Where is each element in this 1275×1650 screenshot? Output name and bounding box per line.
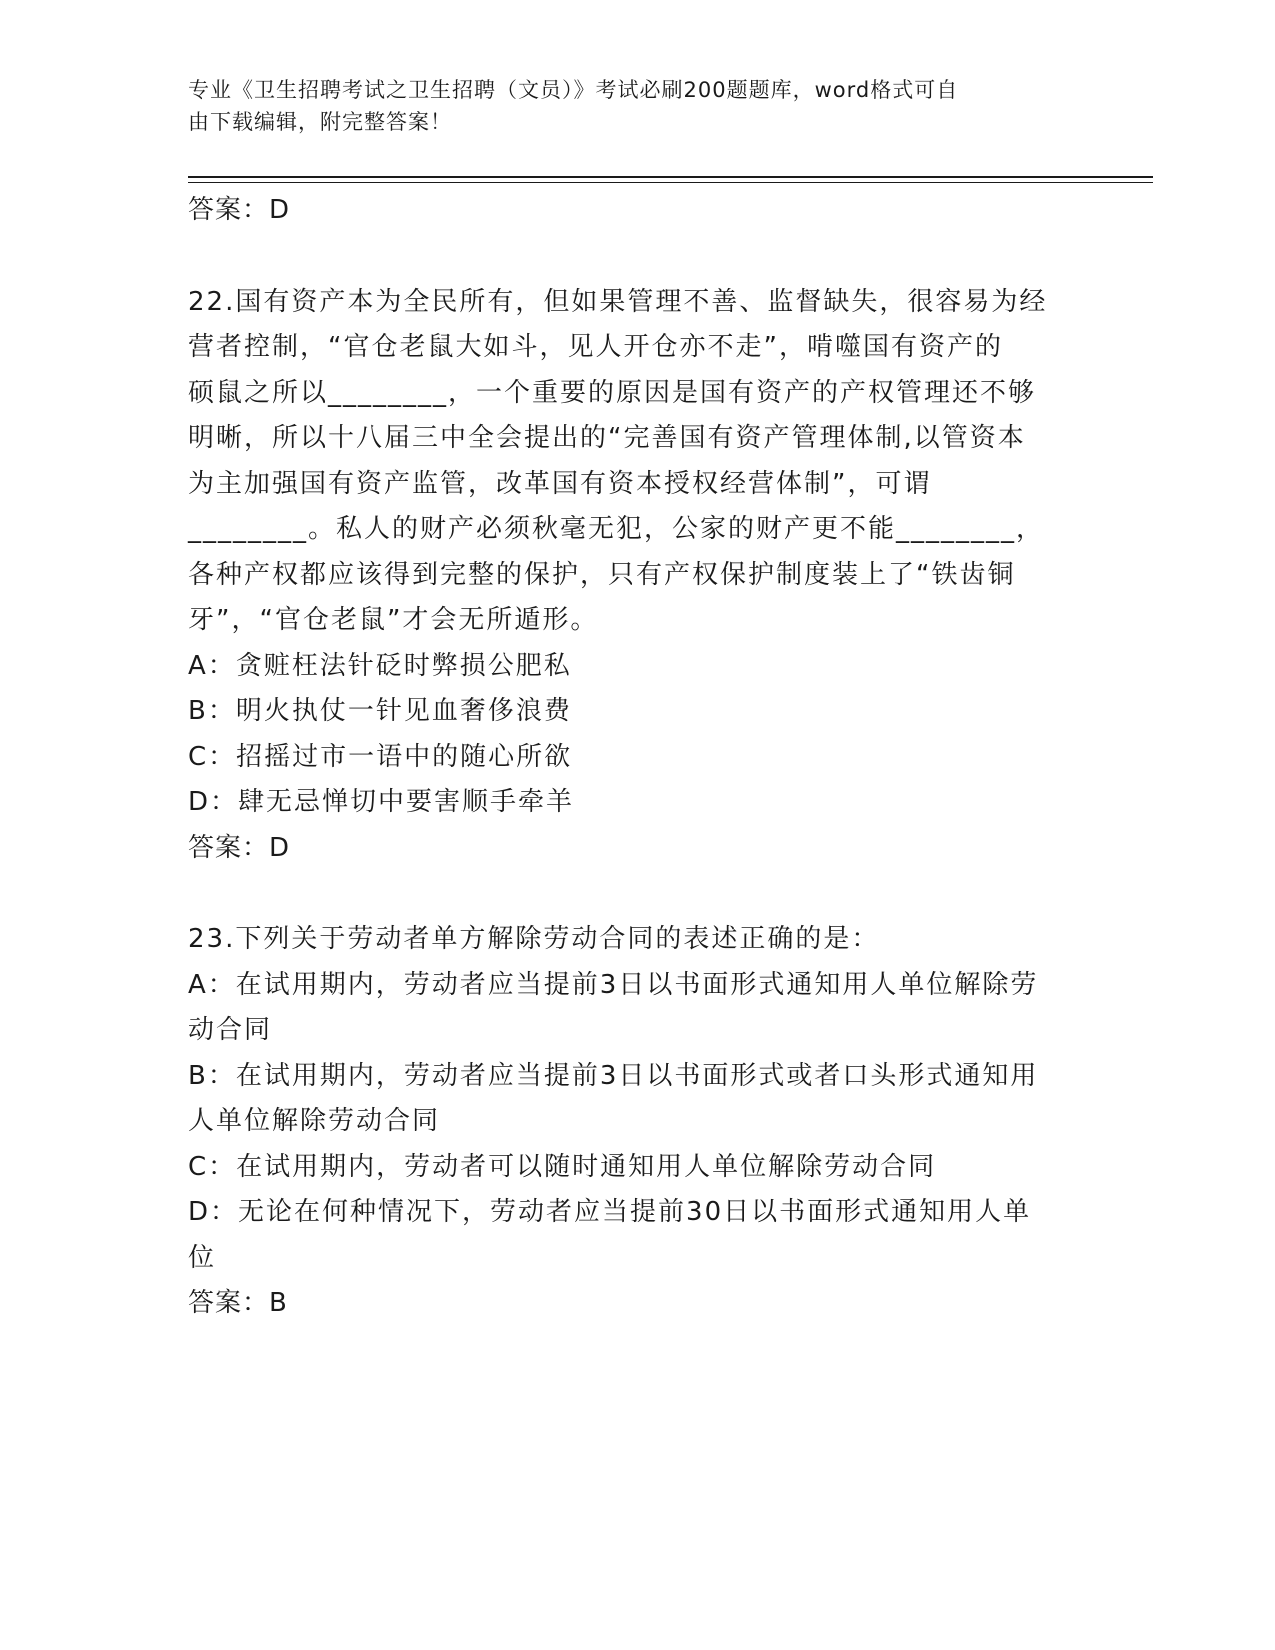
question-22 [188, 280, 1068, 872]
document-header [188, 74, 1068, 138]
question-stem-line: 各种产权都应该得到完整的保护，只有产权保护制度装上了“铁齿铜 [188, 559, 1016, 590]
spacer [188, 234, 1068, 280]
option-b-continued: 人单位解除劳动合同 [188, 1106, 441, 1136]
option-a: A：在试用期内，劳动者应当提前3日以书面形式通知用人单位解除劳 [188, 969, 1039, 1000]
header-line-2: 由下载编辑，附完整答案！ [188, 110, 452, 134]
header-rule-thin [188, 182, 1153, 183]
question-23 [188, 917, 1068, 1327]
option-a-continued: 动合同 [188, 1015, 273, 1045]
answer: 答案：B [188, 1288, 288, 1318]
question-stem-line: ________。私人的财产必须秋毫无犯，公家的财产更不能________， [188, 514, 1045, 544]
question-stem-line: 硕鼠之所以________，一个重要的原因是国有资产的产权管理还不够 [188, 377, 1037, 408]
option-c: C：在试用期内，劳动者可以随时通知用人单位解除劳动合同 [188, 1151, 937, 1182]
option-b: B：明火执仗一针见血奢侈浪费 [188, 696, 572, 726]
question-stem-line: 营者控制，“官仓老鼠大如斗，见人开仓亦不走”，啃噬国有资产的 [188, 332, 1003, 362]
spacer [188, 871, 1068, 917]
answer: 答案：D [188, 832, 291, 863]
header-line-1: 专业《卫生招聘考试之卫生招聘（文员）》考试必刷200题题库，word格式可自 [188, 78, 959, 102]
option-d: D：无论在何种情况下，劳动者应当提前30日以书面形式通知用人单 [188, 1197, 1032, 1227]
previous-answer: 答案：D [188, 195, 291, 225]
question-stem-line: 牙”，“官仓老鼠”才会无所遁形。 [188, 605, 599, 635]
option-c: C：招摇过市一语中的随心所欲 [188, 741, 573, 772]
option-b: B：在试用期内，劳动者应当提前3日以书面形式或者口头形式通知用 [188, 1060, 1039, 1091]
option-d: D：肆无忌惮切中要害顺手牵羊 [188, 787, 575, 817]
header-rule-thick [188, 176, 1153, 178]
document-body [188, 188, 1068, 1327]
question-stem-line: 23.下列关于劳动者单方解除劳动合同的表述正确的是： [188, 924, 880, 954]
option-a: A：贪赃枉法针砭时弊损公肥私 [188, 650, 572, 681]
question-stem-line: 为主加强国有资产监管，改革国有资本授权经营体制”，可谓 [188, 468, 932, 499]
option-d-continued: 位 [188, 1242, 217, 1273]
question-stem-line: 明晰，所以十八届三中全会提出的“完善国有资产管理体制,以管资本 [188, 423, 1026, 453]
question-stem-line: 22.国有资产本为全民所有，但如果管理不善、监督缺失，很容易为经 [188, 286, 1048, 317]
